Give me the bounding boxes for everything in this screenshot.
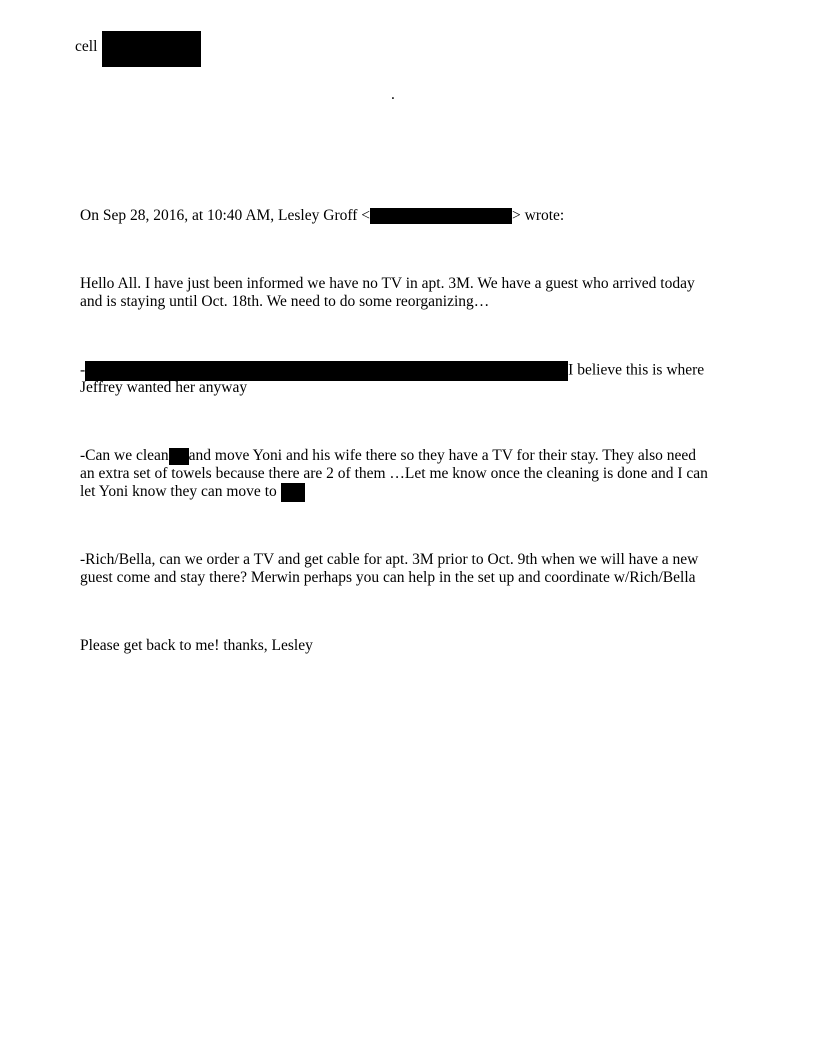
paragraph-line: and is staying until Oct. 18th. We need to do some reorganizing… <box>80 293 490 310</box>
paragraph-line: an extra set of towels because there are 2 of them …Let me know once the cleaning is done and I can <box>80 465 708 482</box>
closing-line: Please get back to me! thanks, Lesley <box>80 637 313 654</box>
paragraph-2 <box>80 361 740 397</box>
paragraph-1 <box>80 275 740 311</box>
cell-label: cell <box>75 38 98 55</box>
stray-dot: . <box>391 86 395 103</box>
paragraph-line: Jeffrey wanted her anyway <box>80 379 248 396</box>
intro-prefix: On Sep 28, 2016, at 10:40 AM, Lesley Groff < <box>80 207 371 224</box>
redaction-block <box>169 448 189 465</box>
redaction-block <box>85 361 568 381</box>
paragraph-3 <box>80 447 740 501</box>
paragraph-line: Hello All. I have just been informed we have no TV in apt. 3M. We have a guest who arrived today <box>80 275 695 292</box>
redaction-block <box>102 31 201 67</box>
redaction-block <box>370 208 512 224</box>
paragraph-text: -Can we clean <box>80 447 169 464</box>
paragraph-4 <box>80 551 740 587</box>
closing <box>80 637 740 655</box>
paragraph-text: I believe this is where <box>568 361 705 379</box>
email-intro <box>80 207 740 225</box>
paragraph-text: let Yoni know they can move to <box>80 483 277 501</box>
paragraph-line: -Rich/Bella, can we order a TV and get cable for apt. 3M prior to Oct. 9th when we will have a new <box>80 551 699 568</box>
redaction-block <box>281 483 305 502</box>
paragraph-text: and move Yoni and his wife there so they have a TV for their stay. They also need <box>188 447 697 464</box>
intro-suffix: > wrote: <box>512 207 565 224</box>
dash: - <box>80 361 86 379</box>
paragraph-line: guest come and stay there? Merwin perhaps you can help in the set up and coordinate w/Rich/Bella <box>80 569 696 586</box>
